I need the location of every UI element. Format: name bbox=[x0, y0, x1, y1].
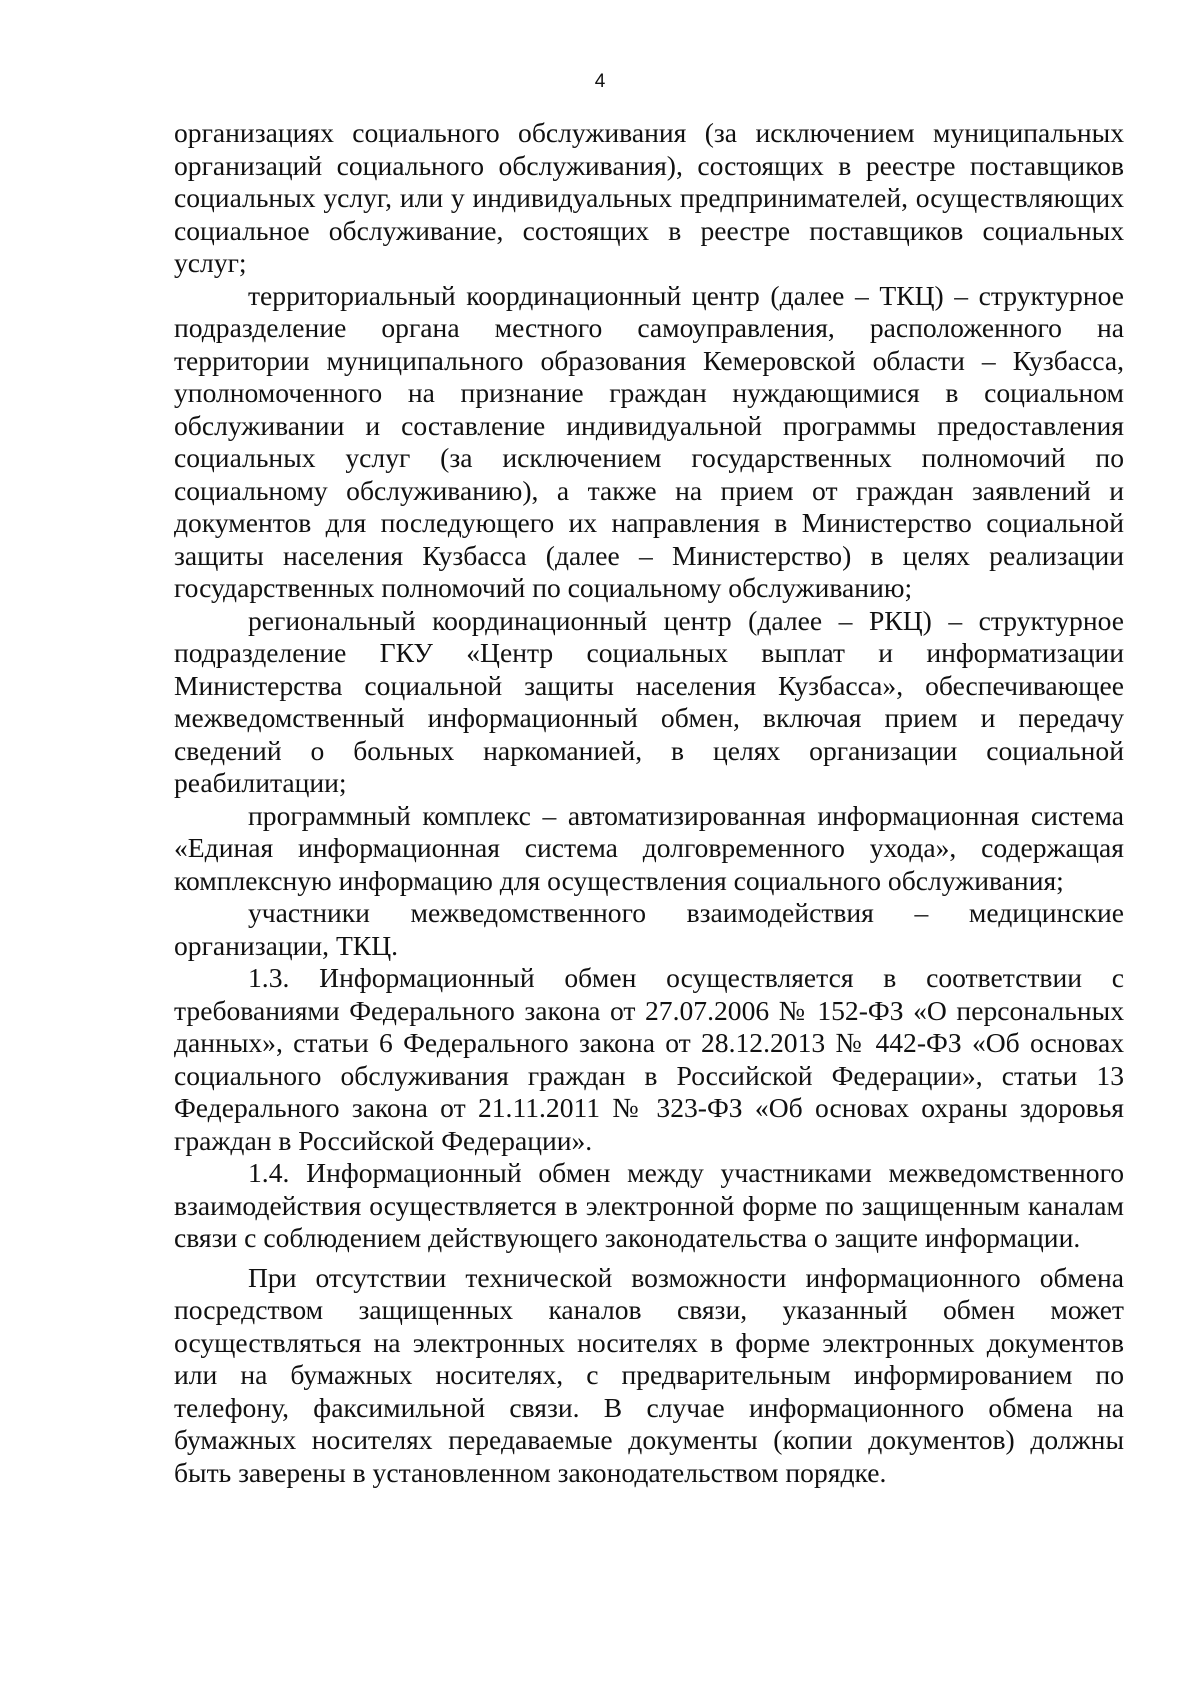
document-body bbox=[174, 117, 1124, 1489]
paragraph-rkc-definition: региональный координационный центр (далее – РКЦ) – структурное подразделение ГКУ «Центр социальных выплат и информатизации Министерства социальной защиты населения Кузбасса», обеспечивающее межведомственный информационный обмен, включая прием и передачу сведений о больных наркоманией, в целях организации социальной реабилитации; bbox=[174, 604, 1124, 798]
paragraph-participants-definition: участники межведомственного взаимодействия – медицинские организации, ТКЦ. bbox=[174, 897, 1124, 961]
page-number: 4 bbox=[594, 71, 606, 92]
paragraph-software-definition: программный комплекс – автоматизированная информационная система «Единая информационная система долговременного ухода», содержащая комплексную информацию для осуществления социального обслуживания; bbox=[174, 799, 1124, 896]
paragraph-1-4: 1.4. Информационный обмен между участниками межведомственного взаимодействия осуществляется в электронной форме по защищенным каналам связи с соблюдением действующего законодательства о защите информации. bbox=[174, 1157, 1124, 1253]
paragraph-1-3: 1.3. Информационный обмен осуществляется в соответствии с требованиями Федерального закона от 27.07.2006 № 152-ФЗ «О персональных данных», статьи 6 Федерального закона от 28.12.2013 № 442-ФЗ «Об основах социального обслуживания граждан в Российской Федерации», статьи 13 Федерального закона от 21.11.2011 № 323-ФЗ «Об основах охраны здоровья граждан в Российской Федерации». bbox=[174, 962, 1124, 1156]
paragraph-paper-exchange: При отсутствии технической возможности информационного обмена посредством защищенных каналов связи, указанный обмен может осуществляться на электронных носителях в форме электронных документов или на бумажных носителях, с предварительным информированием по телефону, факсимильной связи. В случае информационного обмена на бумажных носителях передаваемые документы (копии документов) должны быть заверены в установленном законодательством порядке. bbox=[174, 1261, 1124, 1488]
paragraph-tkc-definition: территориальный координационный центр (далее – ТКЦ) – структурное подразделение органа местного самоуправления, расположенного на территории муниципального образования Кемеровской области – Кузбасса, уполномоченного на признание граждан нуждающимися в социальном обслуживании и составление индивидуальной программы предоставления социальных услуг (за исключением государственных полномочий по социальному обслуживанию), а также на прием от граждан заявлений и документов для последующего их направления в Министерство социальной защиты населения Кузбасса (далее – Министерство) в целях реализации государственных полномочий по социальному обслуживанию; bbox=[174, 279, 1124, 603]
paragraph-continuation: организациях социального обслуживания (за исключением муниципальных организаций социального обслуживания), состоящих в реестре поставщиков социальных услуг, или у индивидуальных предпринимателей, осуществляющих социальное обслуживание, состоящих в реестре поставщиков социальных услуг; bbox=[174, 117, 1124, 278]
